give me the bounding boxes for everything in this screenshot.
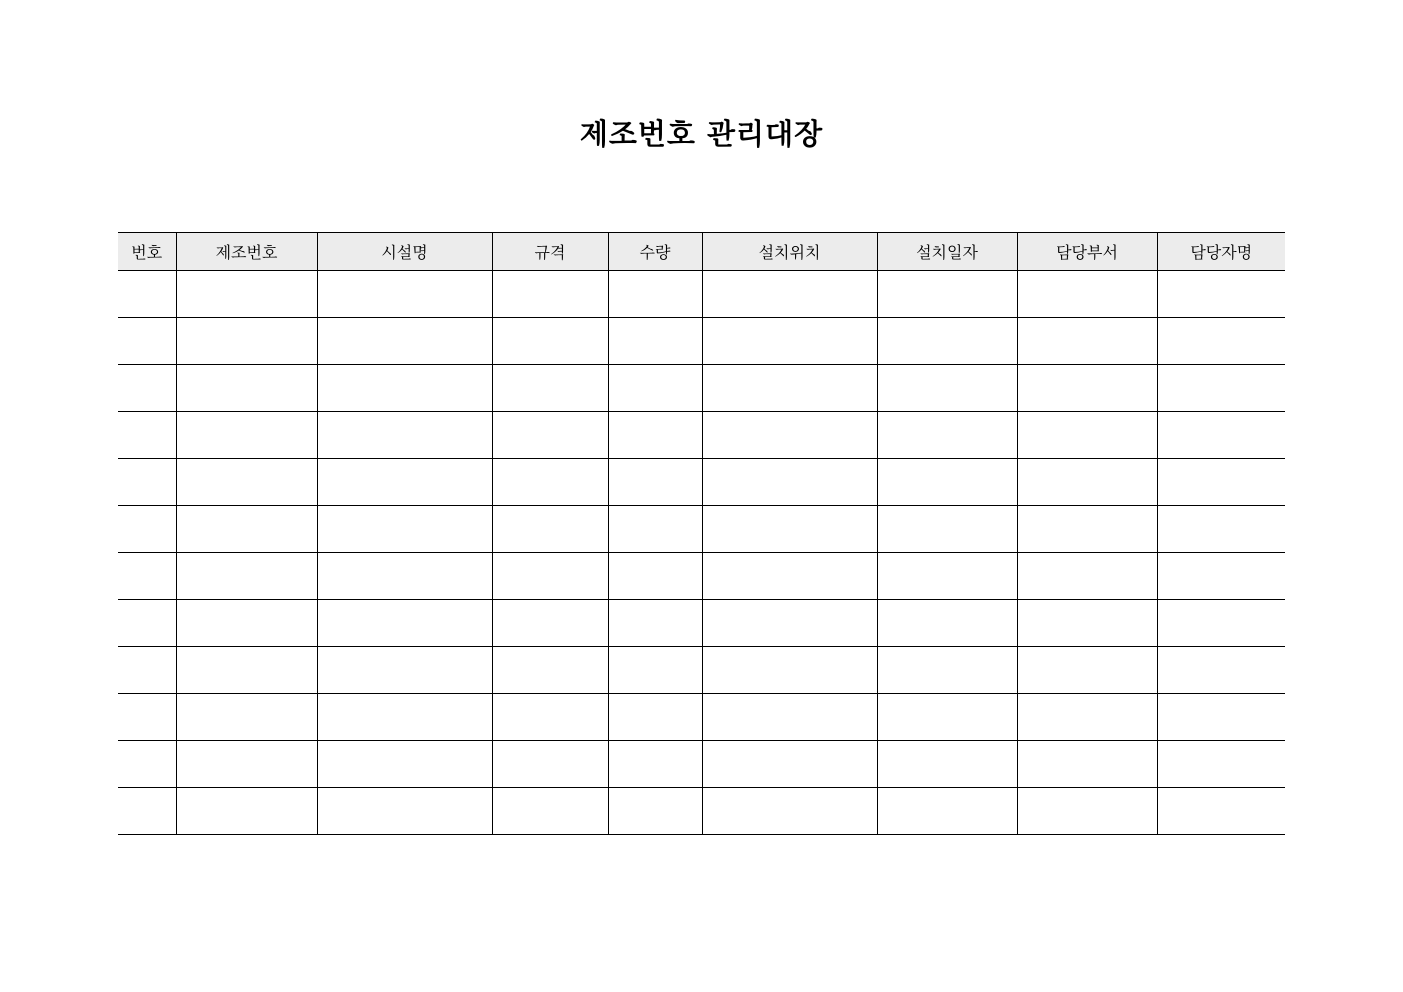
table-cell [702,600,877,647]
table-cell [176,459,317,506]
table-cell [702,788,877,835]
table-cell [1157,318,1285,365]
table-cell [877,412,1017,459]
table-cell [317,788,492,835]
table-cell [492,318,608,365]
table-cell [702,506,877,553]
table-cell [492,271,608,318]
table-row [118,647,1285,694]
table-cell [492,506,608,553]
table-cell [317,694,492,741]
table-cell [877,741,1017,788]
table-cell [608,459,702,506]
column-header-department: 담당부서 [1017,233,1157,271]
table-cell [608,365,702,412]
table-row [118,506,1285,553]
table-cell [317,647,492,694]
table-cell [702,318,877,365]
table-row [118,271,1285,318]
table-cell [317,553,492,600]
table-cell [317,741,492,788]
table-cell [118,647,176,694]
table-cell [118,412,176,459]
table-cell [1157,271,1285,318]
table-cell [702,741,877,788]
table-cell [317,318,492,365]
table-cell [608,788,702,835]
table-row [118,459,1285,506]
table-cell [118,694,176,741]
table-cell [608,647,702,694]
table-cell [118,318,176,365]
table-cell [1157,365,1285,412]
table-cell [877,318,1017,365]
table-cell [1017,741,1157,788]
table-cell [176,647,317,694]
table-cell [492,788,608,835]
table-cell [118,459,176,506]
table-cell [1157,600,1285,647]
table-cell [492,459,608,506]
table-cell [702,365,877,412]
table-cell [1017,553,1157,600]
column-header-facility-name: 시설명 [317,233,492,271]
table-cell [317,365,492,412]
ledger-header [118,233,1285,271]
table-cell [608,553,702,600]
column-header-number: 번호 [118,233,176,271]
table-cell [1017,459,1157,506]
table-cell [877,459,1017,506]
table-cell [176,506,317,553]
table-cell [608,600,702,647]
table-cell [608,412,702,459]
table-cell [317,271,492,318]
table-cell [317,600,492,647]
column-header-install-date: 설치일자 [877,233,1017,271]
table-cell [702,271,877,318]
table-cell [118,741,176,788]
table-cell [492,741,608,788]
table-cell [176,365,317,412]
table-cell [1157,553,1285,600]
table-cell [492,365,608,412]
table-cell [118,271,176,318]
table-cell [118,788,176,835]
table-cell [877,694,1017,741]
table-cell [1017,271,1157,318]
table-cell [317,459,492,506]
table-cell [176,553,317,600]
table-cell [1157,459,1285,506]
table-row [118,694,1285,741]
table-cell [877,553,1017,600]
table-cell [1017,506,1157,553]
table-cell [1017,694,1157,741]
table-cell [877,271,1017,318]
table-cell [877,600,1017,647]
column-header-install-location: 설치위치 [702,233,877,271]
table-cell [492,553,608,600]
table-cell [118,365,176,412]
table-row [118,412,1285,459]
table-cell [176,412,317,459]
table-cell [118,553,176,600]
table-cell [1017,788,1157,835]
table-cell [702,412,877,459]
ledger-body [118,271,1285,835]
table-cell [702,459,877,506]
table-cell [118,506,176,553]
table-cell [176,741,317,788]
table-cell [1017,365,1157,412]
table-cell [1017,647,1157,694]
table-cell [877,506,1017,553]
column-header-manager-name: 담당자명 [1157,233,1285,271]
table-cell [176,600,317,647]
table-cell [1157,694,1285,741]
table-cell [702,553,877,600]
table-row [118,365,1285,412]
table-cell [492,412,608,459]
table-cell [1017,318,1157,365]
table-cell [608,271,702,318]
table-cell [1157,788,1285,835]
table-cell [1157,506,1285,553]
table-cell [608,741,702,788]
table-row [118,600,1285,647]
table-cell [702,647,877,694]
table-cell [702,694,877,741]
table-cell [877,365,1017,412]
document-title: 제조번호 관리대장 [579,117,824,151]
ledger-table [118,232,1285,835]
table-cell [176,318,317,365]
table-cell [1017,600,1157,647]
table-row [118,788,1285,835]
table-cell [1017,412,1157,459]
table-row [118,318,1285,365]
table-cell [877,647,1017,694]
column-header-serial-number: 제조번호 [176,233,317,271]
table-cell [1157,412,1285,459]
table-cell [317,412,492,459]
column-header-specification: 규격 [492,233,608,271]
table-cell [317,506,492,553]
table-cell [608,318,702,365]
table-cell [118,600,176,647]
table-cell [1157,647,1285,694]
table-cell [1157,741,1285,788]
table-cell [492,600,608,647]
table-cell [877,788,1017,835]
table-cell [176,271,317,318]
table-row [118,741,1285,788]
column-header-quantity: 수량 [608,233,702,271]
table-cell [608,694,702,741]
table-cell [492,694,608,741]
table-cell [176,694,317,741]
table-cell [608,506,702,553]
header-row [118,233,1285,271]
table-row [118,553,1285,600]
table-cell [492,647,608,694]
table-cell [176,788,317,835]
